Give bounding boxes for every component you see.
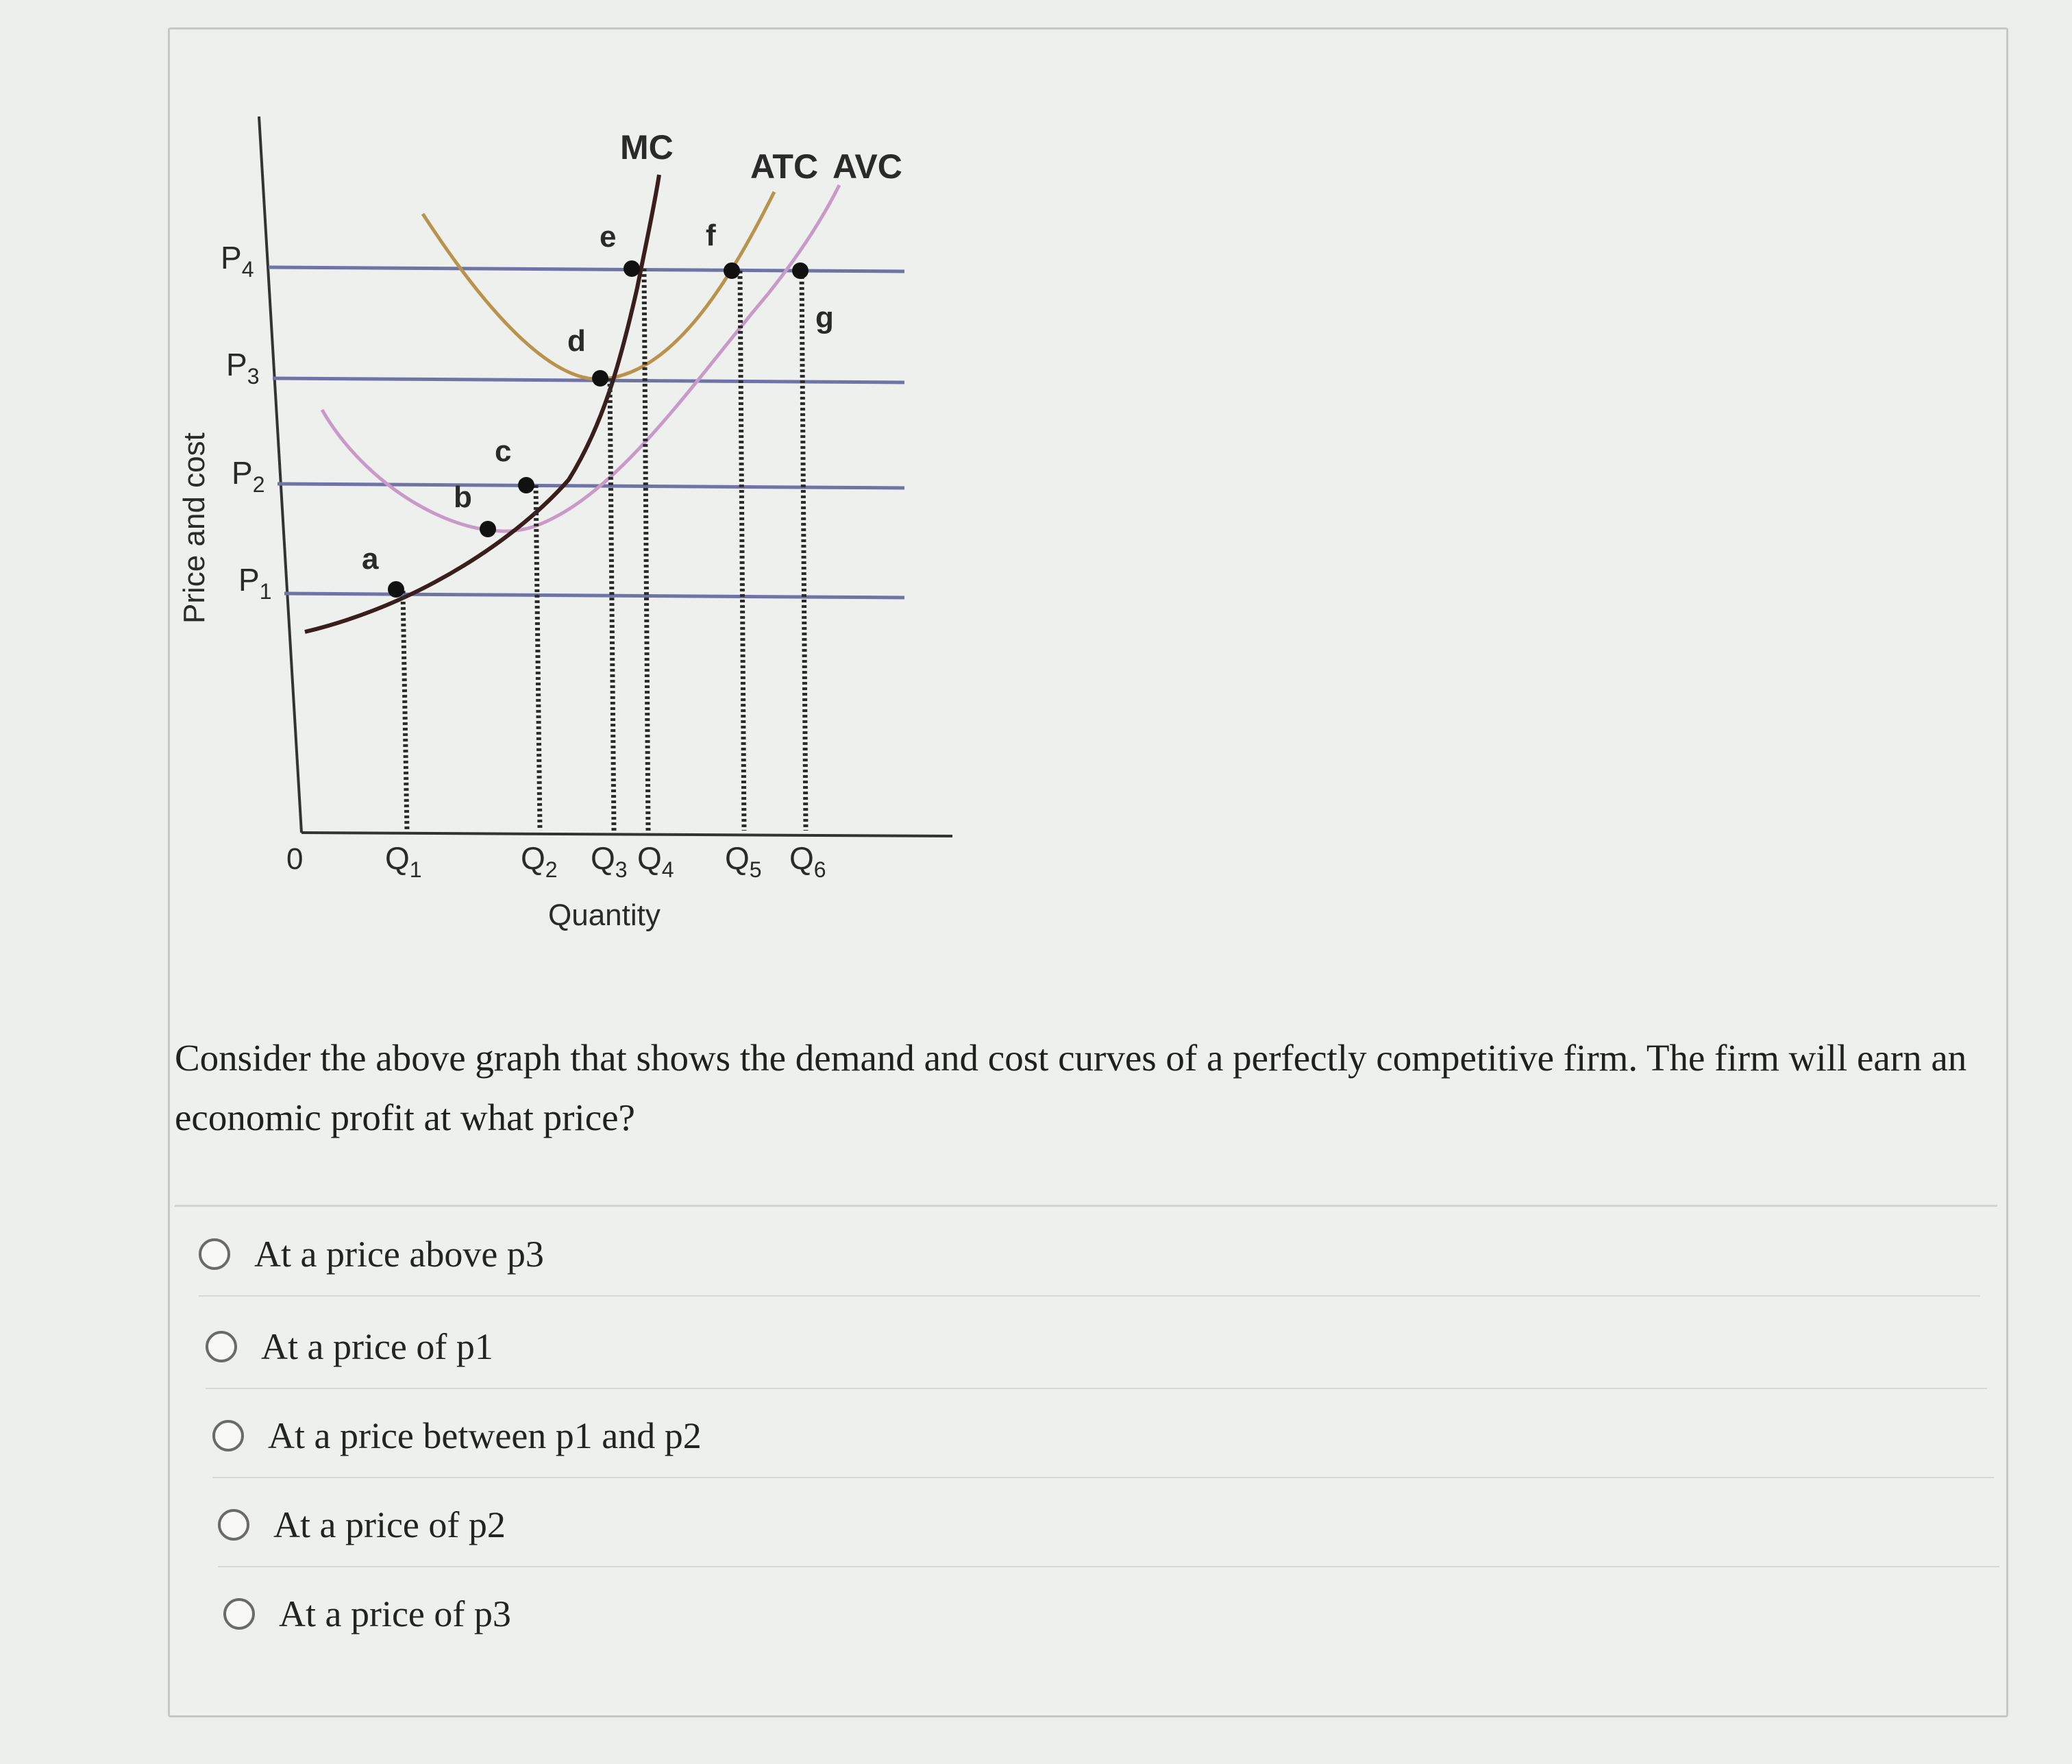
point-label-a: a [362, 542, 379, 576]
option-price-of-p1[interactable] [206, 1306, 1987, 1389]
mc-label: MC [620, 128, 674, 167]
option-label: At a price above p3 [254, 1234, 544, 1275]
question-text: Consider the above graph that shows the demand and cost curves of a perfectly competitive firm. The firm will earn an economic profit at what price? [175, 1037, 1967, 1138]
option-label: At a price of p1 [261, 1326, 493, 1367]
price-label-p3: $P_3$ [226, 347, 260, 389]
point-e [624, 260, 640, 277]
quantity-label-q5: $Q_5$ [725, 840, 762, 882]
option-label: At a price of p2 [273, 1504, 506, 1545]
point-label-b: b [454, 480, 472, 514]
dashed-line-q1 [403, 591, 407, 831]
quantity-label-q3: $Q_3$ [591, 840, 628, 882]
point-d [592, 370, 608, 387]
options-divider [175, 1205, 1997, 1207]
dashed-line-q2 [536, 485, 540, 831]
price-line-p4 [269, 267, 904, 271]
dashed-line-q6 [802, 271, 806, 831]
avc-label: AVC [832, 147, 902, 186]
option-price-of-p2[interactable] [218, 1484, 1999, 1567]
radio-button[interactable] [218, 1509, 249, 1541]
option-price-above-p3[interactable] [199, 1213, 1980, 1297]
price-label-p2: $P_2$ [232, 455, 265, 497]
price-line-p2 [278, 484, 904, 488]
point-label-e: e [600, 220, 617, 254]
option-price-of-p3[interactable] [223, 1573, 2005, 1655]
point-b [480, 521, 496, 537]
atc-label: ATC [750, 147, 819, 186]
point-f [724, 262, 740, 279]
quantity-label-q4: $Q_4$ [637, 840, 674, 882]
dashed-line-q4 [644, 269, 648, 831]
point-label-g: g [815, 301, 834, 334]
y-axis-title: Price and cost [177, 432, 211, 624]
quantity-label-q1: $Q_1$ [385, 840, 422, 882]
point-label-f: f [706, 219, 716, 252]
price-label-p4: $P_4$ [221, 240, 254, 282]
radio-button[interactable] [206, 1331, 237, 1362]
point-label-d: d [567, 324, 586, 358]
option-label: At a price of p3 [279, 1593, 511, 1634]
radio-button[interactable] [212, 1420, 244, 1451]
option-price-between-p1-p2[interactable] [212, 1395, 1994, 1478]
avc-curve [322, 185, 839, 531]
quantity-label-q6: $Q_6$ [789, 840, 826, 882]
price-label-p1: $P_1$ [238, 562, 272, 604]
radio-button[interactable] [223, 1598, 255, 1630]
y-axis [259, 117, 301, 833]
x-axis [301, 833, 952, 836]
point-a [388, 581, 404, 598]
point-c [518, 477, 534, 493]
dashed-line-q5 [740, 271, 744, 831]
origin-label: 0 [286, 842, 304, 876]
radio-button[interactable] [199, 1238, 230, 1270]
point-label-c: c [495, 434, 512, 468]
price-line-p1 [284, 593, 904, 598]
x-axis-title: Quantity [548, 898, 661, 932]
option-label: At a price between p1 and p2 [268, 1415, 702, 1456]
quantity-label-q2: $Q_2$ [521, 840, 558, 882]
point-g [792, 262, 809, 279]
dashed-line-q3 [610, 378, 614, 831]
